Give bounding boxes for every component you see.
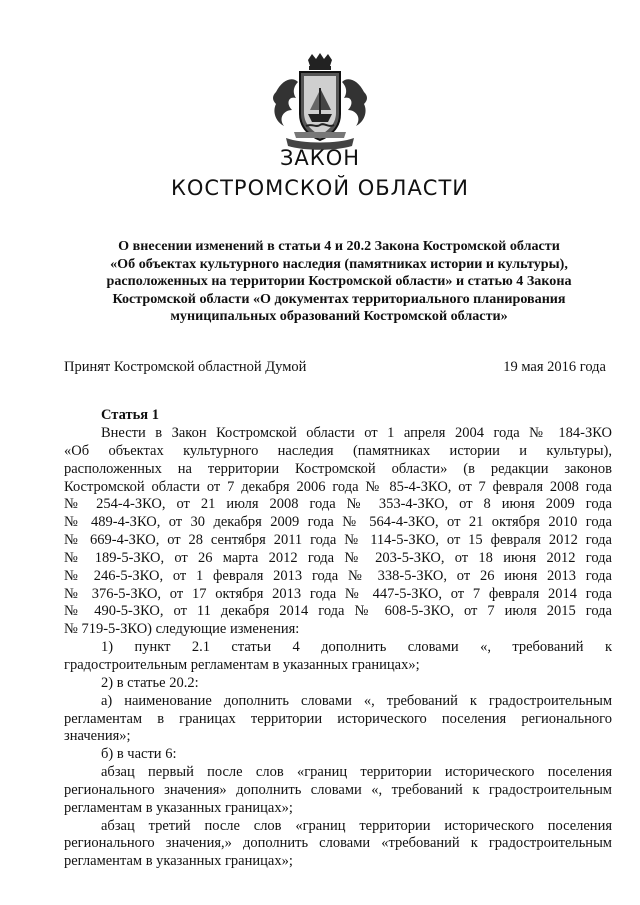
body-line: «Об объектах культурного наследия (памятниках истории и культуры),	[64, 442, 612, 459]
body-line: градостроительным регламентам в указанных границах»;	[64, 656, 420, 673]
adopted-date: 19 мая 2016 года	[503, 359, 606, 375]
body-line: № 489-4-ЗКО, от 30 декабря 2009 года № 564-4-ЗКО, от 21 октября 2010 года	[64, 514, 612, 531]
body-line: регионального значения» дополнить словами «, требований к градостроительным	[64, 781, 612, 798]
article-heading: Статья 1	[101, 407, 159, 423]
document-title-line: Костромской области «О документах территориального планирования	[112, 290, 566, 307]
body-line: 2) в статье 20.2:	[101, 674, 199, 691]
document-title-line: расположенных на территории Костромской области» и статью 4 Закона	[106, 273, 572, 289]
law-title: ЗАКОН	[279, 146, 361, 170]
document-title-line: «Об объектах культурного наследия (памятниках истории и культуры),	[110, 255, 568, 272]
body-line: регламентам в указанных границах»;	[64, 853, 293, 870]
body-line: б) в части 6:	[101, 746, 177, 763]
adopted-by: Принят Костромской областной Думой	[64, 359, 307, 375]
body-line: значения»;	[64, 728, 131, 745]
body-line: Костромской области от 7 декабря 2006 года № 85-4-ЗКО, от 7 февраля 2008 года	[64, 478, 612, 495]
body-line: № 189-5-ЗКО, от 26 марта 2012 года № 203-5-ЗКО, от 18 июня 2012 года	[64, 549, 612, 566]
body-line: 1) пункт 2.1 статьи 4 дополнить словами «, требований к	[101, 639, 612, 656]
body-line: регламентам в границах территории исторического поселения регионального	[64, 710, 612, 727]
document-title-line: муниципальных образований Костромской области»	[170, 308, 508, 324]
body-line: № 246-5-ЗКО, от 1 февраля 2013 года № 338-5-ЗКО, от 26 июня 2013 года	[64, 567, 612, 584]
coat-of-arms-icon	[268, 52, 372, 152]
body-line: абзац третий после слов «границ территории исторического поселения	[101, 817, 612, 834]
body-line: абзац первый после слов «границ территории исторического поселения	[101, 764, 612, 781]
body-line: № 376-5-ЗКО, от 17 октября 2013 года № 447-5-ЗКО, от 7 февраля 2014 года	[64, 585, 612, 602]
body-line: № 719-5-ЗКО) следующие изменения:	[64, 621, 300, 638]
body-line: № 669-4-ЗКО, от 28 сентября 2011 года № 114-5-ЗКО, от 15 февраля 2012 года	[64, 532, 612, 549]
article-body	[64, 425, 612, 871]
body-line: № 490-5-ЗКО, от 11 декабря 2014 года № 608-5-ЗКО, от 7 июля 2015 года	[64, 603, 612, 620]
region-title: КОСТРОМСКОЙ ОБЛАСТИ	[170, 176, 470, 200]
body-line: Внести в Закон Костромской области от 1 апреля 2004 года № 184-ЗКО	[101, 425, 612, 441]
body-line: № 254-4-ЗКО, от 21 июля 2008 года № 353-4-ЗКО, от 8 июня 2009 года	[64, 496, 612, 513]
body-line: а) наименование дополнить словами «, требований к градостроительным	[101, 692, 612, 709]
document-title	[64, 238, 614, 326]
body-line: регионального значения,» дополнить словами «требований к градостроительным	[64, 835, 612, 852]
body-line: расположенных на территории Костромской области» (в редакции законов	[64, 460, 612, 477]
body-line: регламентам в указанных границах»;	[64, 799, 293, 816]
document-title-line: О внесении изменений в статьи 4 и 20.2 Закона Костромской области	[118, 238, 560, 254]
